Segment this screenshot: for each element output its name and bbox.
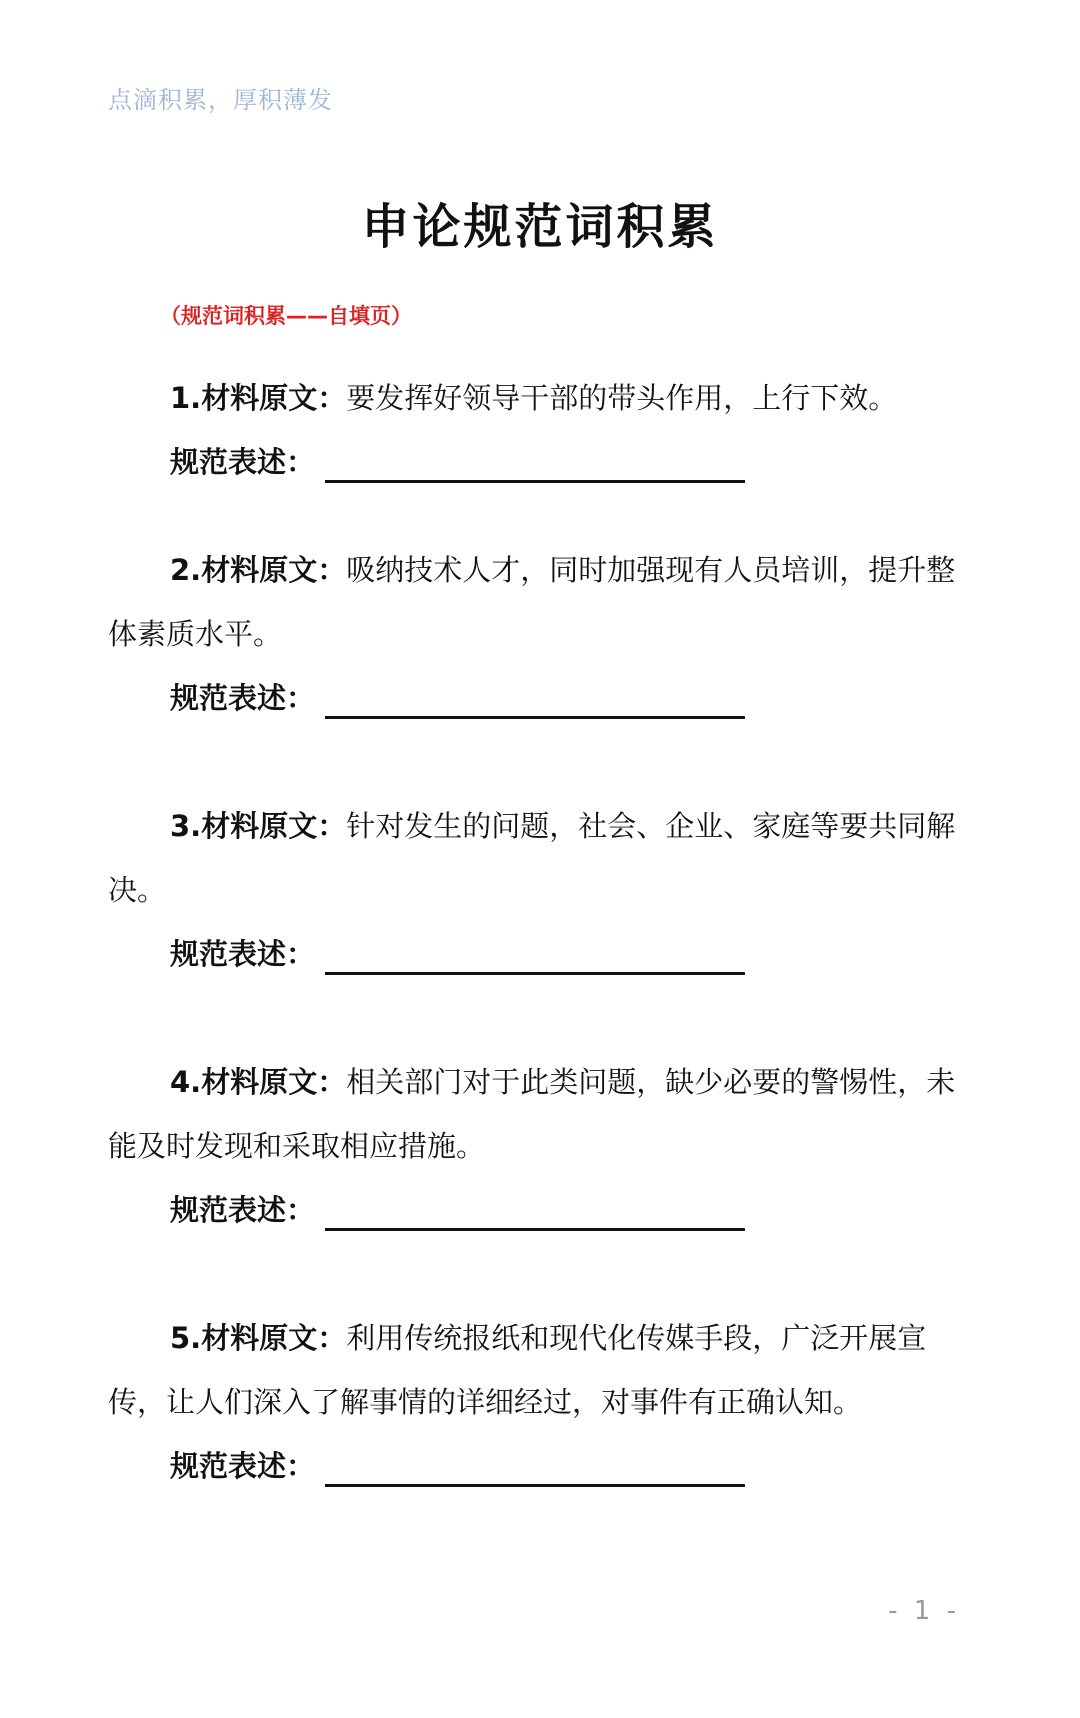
header-note: 点滴积累，厚积薄发 [108,86,333,114]
document-title: 申论规范词积累 [361,199,719,255]
material-text [0,366,1080,430]
answer-label: 规范表述： [170,1449,316,1483]
material-text [0,538,1080,666]
answer-label: 规范表述： [170,681,316,715]
answer-label: 规范表述： [170,1193,316,1227]
material-text [0,1050,1080,1178]
material-text [0,794,1080,922]
material-label: 3.材料原文： [170,809,347,843]
answer-row [170,430,1080,494]
answer-blank-line[interactable] [325,444,745,483]
material-content: 利用传统报纸和现代化传媒手段，广泛开展宣传，让人们深入了解事情的详细经过，对事件有正确认知。 [108,1321,927,1419]
answer-row [170,666,1080,730]
material-text [0,1306,1080,1434]
answer-label: 规范表述： [170,445,316,479]
material-content: 吸纳技术人才，同时加强现有人员培训，提升整体素质水平。 [108,553,956,651]
material-label: 1.材料原文： [170,381,347,415]
material-content: 针对发生的问题，社会、企业、家庭等要共同解决。 [108,809,956,907]
answer-blank-line[interactable] [325,680,745,719]
answer-label: 规范表述： [170,937,316,971]
exercise-item-5 [0,1306,1080,1498]
exercise-item-3 [0,794,1080,986]
material-content: 要发挥好领导干部的带头作用，上行下效。 [346,381,898,415]
material-label: 4.材料原文： [170,1065,347,1099]
document-subtitle: （规范词积累——自填页） [160,304,412,328]
answer-blank-line[interactable] [325,1192,745,1231]
exercise-item-4 [0,1050,1080,1242]
answer-row [170,1434,1080,1498]
material-label: 2.材料原文： [170,553,347,587]
answer-row [170,1178,1080,1242]
answer-blank-line[interactable] [325,936,745,975]
answer-row [170,922,1080,986]
material-content: 相关部门对于此类问题，缺少必要的警惕性，未能及时发现和采取相应措施。 [108,1065,956,1163]
exercise-item-1 [0,366,1080,494]
material-label: 5.材料原文： [170,1321,347,1355]
page-number: - 1 - [888,1596,960,1626]
answer-blank-line[interactable] [325,1448,745,1487]
exercise-item-2 [0,538,1080,730]
